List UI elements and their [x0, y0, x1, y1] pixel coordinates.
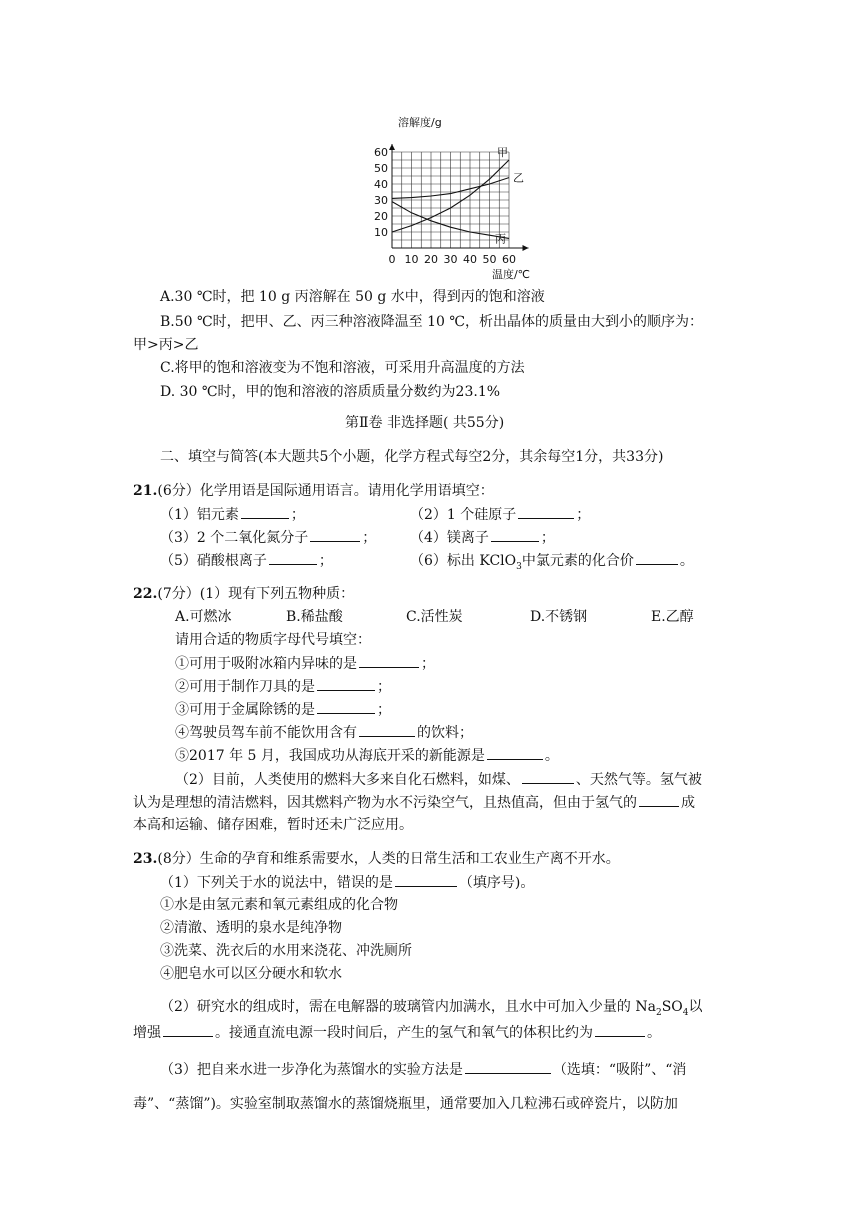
q22-item1-text: ①可用于吸附冰箱内异味的是	[175, 656, 357, 672]
q22-item4	[175, 722, 473, 743]
q22-option-b: B.稀盐酸	[286, 609, 343, 625]
x-tick-label: 10	[404, 253, 419, 266]
y-axis-label: 溶解度/g	[398, 116, 442, 129]
subscript: 4	[682, 1007, 689, 1018]
punct: 。	[647, 1025, 661, 1041]
q22-item2-text: ②可用于制作刀具的是	[175, 679, 315, 695]
q21-part5-text: （5）硝酸根离子	[160, 553, 267, 569]
q22-instruction: 请用合适的物质字母代号填空：	[175, 632, 371, 648]
q21-part1-text: （1）铝元素	[160, 507, 239, 523]
series-label: 甲	[497, 146, 508, 159]
q20-option-c: C.将甲的饱和溶液变为不饱和溶液，可采用升高温度的方法	[160, 360, 525, 376]
q22-stem	[133, 584, 354, 604]
x-tick-label: 20	[424, 253, 438, 266]
series-label: 丙	[495, 232, 506, 246]
q21-part5	[160, 550, 333, 571]
y-tick-label: 20	[374, 210, 388, 223]
q23-item4: ④肥皂水可以区分硬水和软水	[160, 966, 342, 982]
q22-item4-text2: 的饮料；	[417, 725, 473, 741]
q23-part2-text4: 。接通直流电源一段时间后，产生的氢气和氧气的体积比约为	[215, 1025, 593, 1041]
section-intro: 二、填空与简答(本大题共5个小题，化学方程式每空2分，其余每空1分，共33分)	[160, 449, 664, 465]
q21-text: (6分）化学用语是国际通用语言。请用化学用语填空：	[157, 483, 494, 499]
q23-part3-text2: （选填：“吸附”、“消	[552, 1062, 687, 1078]
answer-blank[interactable]	[163, 1022, 213, 1037]
y-axis-arrow	[389, 144, 395, 150]
punct: 。	[544, 748, 559, 764]
q23-part2-line1	[160, 997, 703, 1023]
q23-item3: ③洗菜、洗衣后的水用来浇花、冲洗厕所	[160, 943, 412, 959]
q21-part4-text: （4）镁离子	[410, 530, 489, 546]
q22-part2-text: （2）目前，人类使用的燃料大多来自化石燃料，如煤、	[175, 772, 520, 788]
q23-item2: ②清澈、透明的泉水是纯净物	[160, 920, 342, 936]
q22-part2-line2	[133, 792, 695, 813]
q22-option-c: C.活性炭	[406, 609, 463, 625]
q21-part2-text: （2）1 个硅原子	[410, 507, 517, 523]
answer-blank[interactable]	[595, 1022, 645, 1037]
q22-part2-text3: 认为是理想的清洁燃料，因其燃料产物为水不污染空气，且热值高，但由于氢气的	[133, 795, 637, 811]
q22-number: 22.	[133, 586, 158, 602]
q22-text: (7分）(1）现有下列五物种质：	[157, 586, 355, 602]
q22-item2	[175, 676, 391, 697]
x-tick-label: 50	[482, 253, 497, 266]
answer-blank[interactable]	[359, 722, 415, 737]
section-title: 第Ⅱ卷 非选择题( 共55分)	[345, 415, 505, 431]
q20-option-b-cont: 甲>丙>乙	[133, 337, 199, 353]
answer-blank[interactable]	[487, 745, 543, 760]
answer-blank[interactable]	[491, 527, 539, 542]
answer-blank[interactable]	[317, 699, 375, 714]
solubility-chart	[355, 108, 535, 280]
punct: ；	[290, 507, 305, 523]
x-tick-label: 60	[502, 253, 516, 266]
q20-option-b: B.50 ℃时，把甲、乙、丙三种溶液降温至 10 ℃，析出晶体的质量由大到小的顺序为：	[160, 314, 704, 330]
answer-blank[interactable]	[317, 676, 375, 691]
answer-blank[interactable]	[636, 550, 678, 565]
q23-part1-text: （1）下列关于水的说法中，错误的是	[160, 875, 393, 891]
punct: ；	[362, 530, 377, 546]
q21-part3-text: （3）2 个二氧化氮分子	[160, 530, 309, 546]
chart-labels	[374, 115, 530, 280]
y-tick-label: 40	[374, 178, 388, 191]
q21-number: 21.	[133, 483, 158, 499]
y-tick-label: 50	[374, 162, 388, 175]
q20-option-a: A.30 ℃时，把 10 g 丙溶解在 50 g 水中，得到丙的饱和溶液	[160, 289, 545, 305]
q22-part2-text4: 成	[681, 795, 695, 811]
q22-item5-text: ⑤2017 年 5 月，我国成功从海底开采的新能源是	[175, 748, 485, 764]
formula-part: SO	[661, 999, 683, 1015]
q22-part2-line1	[175, 769, 702, 790]
q21-part3	[160, 527, 376, 548]
series-label: 乙	[513, 171, 524, 185]
punct: ；	[576, 507, 591, 523]
q22-part2-text2: 、天然气等。氢气被	[575, 772, 702, 788]
answer-blank[interactable]	[269, 550, 317, 565]
q23-part2-text3: 增强	[133, 1025, 161, 1041]
punct: ；	[318, 553, 333, 569]
q21-part6	[410, 550, 694, 577]
answer-blank[interactable]	[310, 527, 360, 542]
q23-text: (8分）生命的孕育和维系需要水，人类的日常生活和工农业生产离不开水。	[157, 851, 620, 867]
punct: ；	[540, 530, 555, 546]
q23-item1: ①水是由氢元素和氧元素组成的化合物	[160, 897, 398, 913]
x-tick-label: 30	[443, 253, 458, 266]
q22-option-d: D.不锈钢	[530, 609, 588, 625]
y-tick-label: 30	[374, 194, 388, 207]
q21-part2	[410, 504, 590, 525]
q21-part4	[410, 527, 555, 548]
answer-blank[interactable]	[518, 504, 574, 519]
q20-option-d: D. 30 ℃时，甲的饱和溶液的溶质质量分数约为23.1%	[160, 384, 501, 400]
q23-part2-line2	[133, 1022, 661, 1043]
q23-part2-text: （2）研究水的组成时，需在电解器的玻璃管内加满水，且水中可加入少量的 Na	[160, 999, 656, 1015]
q23-part3-line2: 毒”、“蒸馏”)。实验室制取蒸馏水的蒸馏烧瓶里，通常要加入几粒沸石或碎瓷片，以防加	[133, 1096, 678, 1112]
q22-option-a: A.可燃冰	[175, 609, 232, 625]
q21-part6-text2: 中氯元素的化合价	[521, 553, 634, 569]
x-tick-label: 40	[463, 253, 477, 266]
q22-option-e: E.乙醇	[651, 609, 694, 625]
q23-stem	[133, 849, 620, 869]
chart-grid	[392, 152, 509, 248]
y-tick-label: 10	[374, 226, 388, 239]
punct: ；	[377, 702, 391, 718]
punct: 。	[679, 553, 694, 569]
answer-blank[interactable]	[639, 792, 679, 807]
x-axis-label: 温度/℃	[491, 268, 531, 280]
q23-number: 23.	[133, 851, 158, 867]
answer-blank[interactable]	[241, 504, 289, 519]
q23-part3-line1	[160, 1059, 686, 1080]
punct: ；	[421, 656, 435, 672]
q23-part1	[160, 872, 534, 893]
y-tick-label: 60	[374, 146, 388, 159]
answer-blank[interactable]	[522, 769, 574, 784]
q23-part1-text2: （填序号)。	[458, 875, 535, 891]
punct: ；	[377, 679, 391, 695]
q22-part2-line3: 本高和运输、储存困难，暂时还未广泛应用。	[133, 817, 413, 833]
q21-part1	[160, 504, 305, 525]
x-axis-arrow	[523, 245, 529, 251]
q21-part6-text: （6）标出 KClO	[410, 553, 517, 569]
answer-blank[interactable]	[395, 872, 457, 887]
x-tick-label: 0	[388, 253, 396, 266]
q23-part2-text2: 以	[688, 999, 703, 1015]
q22-item3-text: ③可用于金属除锈的是	[175, 702, 315, 718]
q22-item4-text: ④驾驶员驾车前不能饮用含有	[175, 725, 357, 741]
answer-blank[interactable]	[465, 1059, 551, 1074]
subscript: 2	[655, 1007, 662, 1018]
q22-item3	[175, 699, 391, 720]
q23-part3-text: （3）把自来水进一步净化为蒸馏水的实验方法是	[160, 1062, 463, 1078]
q22-item1	[175, 653, 435, 674]
subscript: 3	[516, 561, 522, 572]
q22-item5	[175, 745, 559, 766]
q21-stem	[133, 481, 494, 501]
answer-blank[interactable]	[359, 653, 419, 668]
